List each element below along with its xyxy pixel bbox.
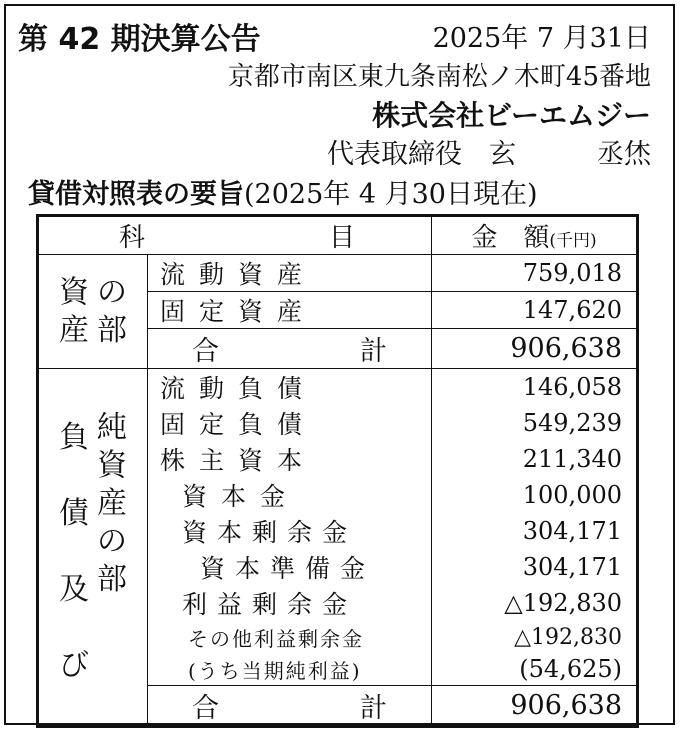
- table-row: [38, 255, 638, 292]
- assets-label-col1: [55, 274, 93, 350]
- liab-label-char: 資: [97, 448, 127, 483]
- assets-total-amount: 906,638: [432, 329, 638, 369]
- assets-label-col2: [93, 274, 131, 350]
- assets-label-char: の: [97, 274, 127, 310]
- col-amount-label: 金 額: [471, 223, 550, 253]
- total-label-right: 計: [360, 336, 387, 367]
- liab-label-char: び: [59, 648, 89, 683]
- total-label-left: 合: [192, 336, 219, 367]
- assets-label-char: 部: [97, 312, 127, 348]
- row-label: (うち当期純利益): [148, 653, 432, 686]
- row-amount: 304,171: [432, 513, 638, 549]
- col-subject-header: [38, 216, 432, 255]
- table-header-row: [38, 216, 638, 255]
- row-label: その他利益剰余金: [148, 621, 432, 653]
- row-amount: △192,830: [432, 585, 638, 621]
- total-label-left: 合: [192, 693, 219, 724]
- row-label: 流動資産: [148, 255, 432, 292]
- col-subject-left: 科: [119, 223, 150, 253]
- notice-date: 2025年 7 月31日: [432, 23, 651, 54]
- liab-label-char: 及: [59, 572, 89, 607]
- notice-title: 第 42 期決算公告: [18, 22, 261, 57]
- row-label: 資本金: [148, 477, 432, 513]
- liab-label-char: の: [97, 524, 127, 559]
- liabilities-total-amount: 906,638: [432, 686, 638, 727]
- balance-sheet-asof: (2025年 4 月30日現在): [244, 179, 538, 210]
- liab-label-char: 債: [59, 496, 89, 531]
- col-subject-right: 目: [328, 223, 359, 253]
- row-amount: 147,620: [432, 292, 638, 329]
- row-amount: 211,340: [432, 441, 638, 477]
- row-label: 固定資産: [148, 292, 432, 329]
- liab-label-col2: [93, 409, 131, 599]
- liab-label-char: 純: [97, 410, 127, 445]
- row-label: 株主資本: [148, 441, 432, 477]
- assets-section-label: [38, 255, 148, 369]
- liab-label-col1: [55, 409, 93, 685]
- total-label-right: 計: [360, 693, 387, 724]
- company-address: 京都市南区東九条南松ノ木町45番地: [227, 62, 651, 92]
- row-amount: (54,625): [432, 653, 638, 686]
- representative: 代表取締役 玄 丞烋: [327, 139, 651, 170]
- company-name: 株式会社ビーエムジー: [372, 99, 651, 132]
- row-amount: △192,830: [432, 621, 638, 653]
- row-label: 資本準備金: [148, 549, 432, 585]
- col-amount-header: [432, 216, 638, 255]
- total-label: [148, 686, 432, 727]
- balance-sheet-title: [28, 172, 537, 211]
- liab-label-char: 産: [97, 486, 127, 521]
- col-amount-unit: (千円): [549, 231, 597, 251]
- total-label: [148, 329, 432, 369]
- row-amount: 549,239: [432, 405, 638, 441]
- row-amount: 759,018: [432, 255, 638, 292]
- row-label: 利益剰余金: [148, 585, 432, 621]
- liab-label-char: 部: [97, 562, 127, 597]
- liab-label-char: 負: [59, 420, 89, 455]
- assets-label-char: 産: [59, 312, 89, 348]
- row-label: 固定負債: [148, 405, 432, 441]
- assets-label-char: 資: [59, 274, 89, 310]
- balance-sheet-table: [36, 214, 639, 728]
- row-label: 流動負債: [148, 369, 432, 406]
- balance-sheet-heading: 貸借対照表の要旨: [28, 179, 244, 210]
- table-row: [38, 369, 638, 406]
- row-amount: 304,171: [432, 549, 638, 585]
- liabilities-section-label: [38, 369, 148, 727]
- row-amount: 146,058: [432, 369, 638, 406]
- row-amount: 100,000: [432, 477, 638, 513]
- row-label: 資本剰余金: [148, 513, 432, 549]
